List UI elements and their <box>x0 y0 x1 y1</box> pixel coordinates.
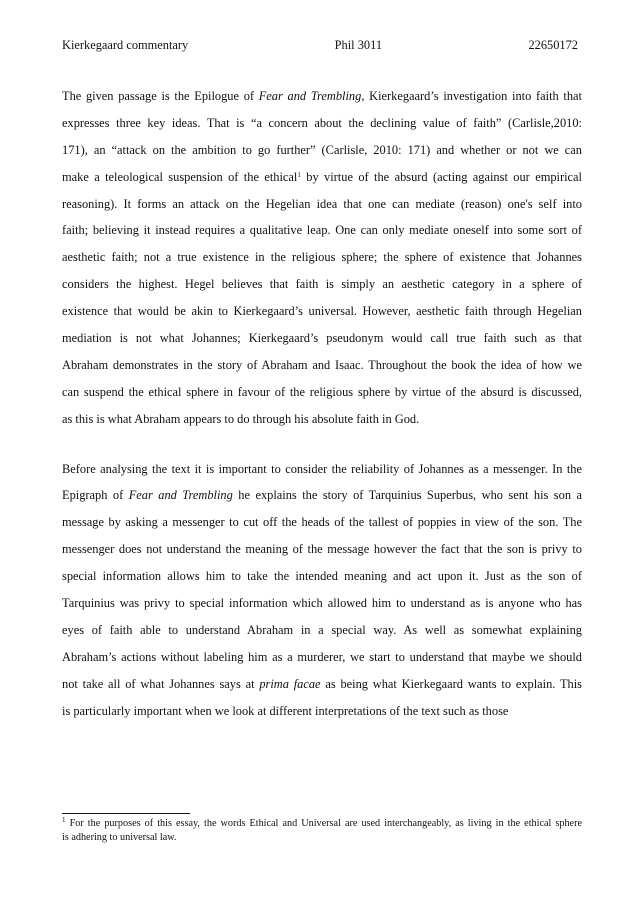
paragraph-messenger <box>62 462 582 731</box>
footnote-marker: 1 <box>62 816 66 824</box>
footnote-line: is adhering to universal law. <box>62 832 177 843</box>
text-line: not take all of what Johannes says at prima facae as being what Kierkegaard wants to explain. This <box>62 676 582 691</box>
text-line: aesthetic faith; not a true existence in the religious sphere; the sphere of existence that Johannes <box>62 250 582 265</box>
footnote-line: $^1$ For the purposes of this essay, the words Ethical and Universal are used interchangeably, as living in the ethical sphere <box>62 816 582 829</box>
book-title: Fear and Trembling <box>258 89 362 103</box>
text-line: reasoning). It forms an attack on the Hegelian idea that one can mediate (reason) one's self into <box>62 196 582 211</box>
text-line: can suspend the ethical sphere in favour of the religious sphere by virtue of the absurd is discussed, <box>62 384 582 399</box>
text-line: is particularly important when we look at different interpretations of the text such as those <box>62 703 509 718</box>
text-line: make a teleological suspension of the ethical$^1$ by virtue of the absurd (acting against our empirical <box>62 169 582 184</box>
essay-body <box>62 89 582 730</box>
text-line: eyes of faith able to understand Abraham in a special way. As well as somewhat explaining <box>62 622 582 637</box>
text-line: message by asking a messenger to cut off the heads of the tallest of poppies in view of the son. The <box>62 515 582 530</box>
header-title: Kierkegaard commentary <box>62 38 189 52</box>
text-line: Tarquinius was privy to special information which allowed him to understand as is anyone who has <box>62 596 582 611</box>
header-student-id: 22650172 <box>528 38 578 52</box>
text-line: Epigraph of Fear and Trembling he explains the story of Tarquinius Superbus, who sent his son a <box>62 488 582 503</box>
text-line: expresses three key ideas. That is “a concern about the declining value of faith” (Carlisle,2010: <box>62 115 582 130</box>
text-line: Before analysing the text it is important to consider the reliability of Johannes as a messenger. In the <box>62 461 582 476</box>
text-line: special information allows him to take the intended meaning and act upon it. Just as the son of <box>62 569 582 584</box>
footnote-reference: 1 <box>297 170 301 179</box>
paragraph-gap <box>62 439 582 462</box>
paragraph-epilogue <box>62 89 582 439</box>
page-header <box>62 38 578 53</box>
book-title: Fear and Trembling <box>128 488 233 503</box>
text-line: The given passage is the Epilogue of Fear and Trembling, Kierkegaard’s investigation into faith that <box>62 89 583 103</box>
text-line: Abraham’s actions without labeling him as a murderer, we start to understand that maybe we should <box>62 649 582 664</box>
latin-phrase: prima facae <box>259 676 321 691</box>
text-line: faith; believing it instead requires a qualitative leap. One can only mediate oneself into some sort of <box>62 223 582 238</box>
header-course: Phil 3011 <box>334 38 383 52</box>
footnote <box>62 817 582 845</box>
text-line: considers the highest. Hegel believes that faith is simply an aesthetic category in a sphere of <box>62 277 582 292</box>
footnote-separator <box>62 813 190 814</box>
text-line: mediation is not what Johannes; Kierkegaard’s pseudonym would call true faith such as that <box>62 331 582 346</box>
text-line: as this is what Abraham appears to do through his absolute faith in God. <box>62 411 420 426</box>
text-line: Abraham demonstrates in the story of Abraham and Isaac. Throughout the book the idea of how we <box>62 357 582 372</box>
text-line: existence that would be akin to Kierkegaard’s universal. However, aesthetic faith through Hegelian <box>62 304 582 319</box>
text-line: messenger does not understand the meaning of the message however the fact that the son is privy to <box>62 542 582 557</box>
text-line: 171), an “attack on the ambition to go further” (Carlisle, 2010: 171) and whether or not we can <box>62 142 582 157</box>
